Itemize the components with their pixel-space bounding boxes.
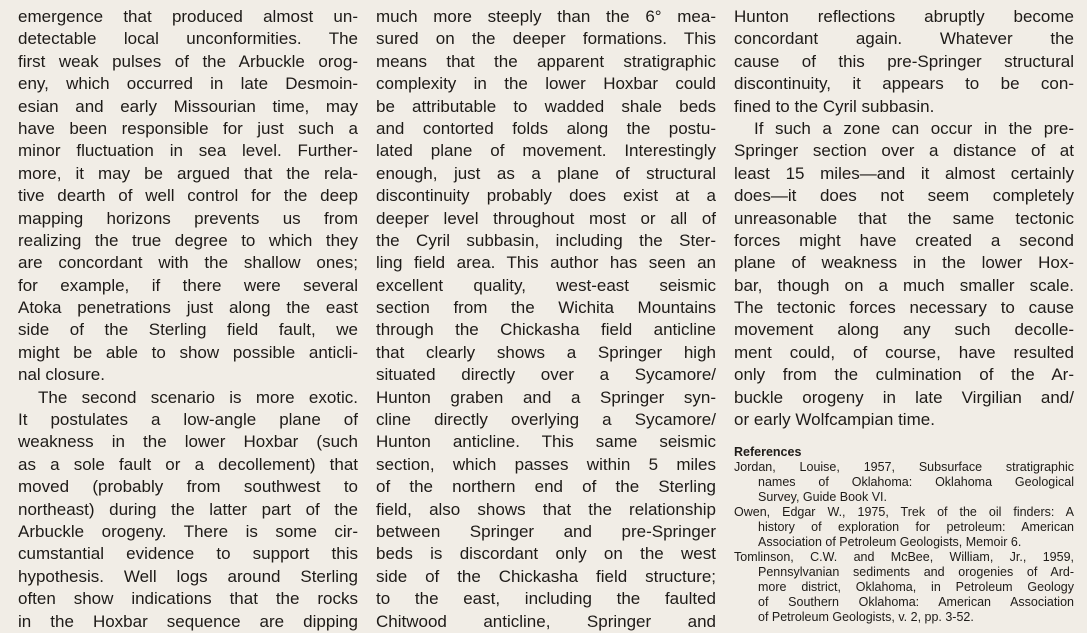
text-line: cumstantial evidence to support this <box>18 544 358 564</box>
reference-line: Survey, Guide Book VI. <box>758 490 887 505</box>
text-line: only from the culmination of the Ar- <box>734 365 1074 385</box>
text-line: Atoka penetrations just along the east <box>18 298 358 318</box>
text-line: lated plane of movement. Interestingly <box>376 141 716 161</box>
text-line: be attributable to wadded shale beds <box>376 96 716 116</box>
text-line: or early Wolfcampian time. <box>734 410 935 430</box>
text-line: If such a zone can occur in the pre- <box>754 118 1074 138</box>
reference-item <box>734 460 1074 505</box>
text-line: that clearly shows a Springer high <box>376 342 716 362</box>
text-line: enough, just as a plane of structural <box>376 163 716 183</box>
reference-item <box>734 550 1074 625</box>
text-line: ling field area. This author has seen an <box>376 253 716 273</box>
text-line: Springer section over a distance of at <box>734 141 1074 161</box>
text-line: discontinuity probably does exist at a <box>376 186 716 206</box>
text-line: detectable local unconformities. The <box>18 29 358 49</box>
text-line: movement along any such decolle- <box>734 320 1074 340</box>
text-column-1 <box>18 6 358 631</box>
text-line: and contorted folds along the postu- <box>376 118 716 138</box>
reference-line: Association of Petroleum Geologists, Memoir 6. <box>758 535 1022 550</box>
text-line: mapping horizons prevents us from <box>18 208 358 228</box>
text-line: side of the Sterling field fault, we <box>18 320 358 340</box>
text-line: eny, which occurred in late Desmoin- <box>18 74 358 94</box>
text-column-3 <box>734 6 1074 625</box>
text-line: unreasonable that the same tectonic <box>734 208 1074 228</box>
text-line: weakness in the lower Hoxbar (such <box>18 432 358 452</box>
reference-line: of Petroleum Geologists, v. 2, pp. 3-52. <box>758 610 974 625</box>
reference-line: Pennsylvanian sediments and orogenies of Ard- <box>758 565 1074 580</box>
text-line: are concordant with the shallow ones; <box>18 253 358 273</box>
text-line: much more steeply than the 6° mea- <box>376 7 716 26</box>
text-line: hypothesis. Well logs around Sterling <box>18 566 358 586</box>
text-line: ment could, of course, have resulted <box>734 342 1074 362</box>
text-line: bar, though on a much smaller scale. <box>734 275 1074 295</box>
text-line: beds is discordant only on the west <box>376 544 716 564</box>
text-line: for example, if there were several <box>18 275 358 295</box>
text-line: of the northern end of the Sterling <box>376 477 716 497</box>
reference-line: more district, Oklahoma, in Petroleum Geology <box>758 580 1074 595</box>
text-line: more, it may be argued that the rela- <box>18 163 358 183</box>
text-line: discontinuity, it appears to be con- <box>734 74 1074 94</box>
text-line: section, which passes within 5 miles <box>376 454 716 474</box>
text-line: The tectonic forces necessary to cause <box>734 298 1074 318</box>
text-line: side of the Chickasha field structure; <box>376 566 716 586</box>
text-line: might be able to show possible anticli- <box>18 342 358 362</box>
text-line: cause of this pre-Springer structural <box>734 51 1074 71</box>
text-line: tive dearth of well control for the deep <box>18 186 358 206</box>
text-line: It postulates a low-angle plane of <box>18 410 358 430</box>
reference-line: names of Oklahoma: Oklahoma Geological <box>758 475 1074 490</box>
text-line: forces might have created a second <box>734 230 1074 250</box>
text-line: does—it does not seem completely <box>734 186 1074 206</box>
text-line: situated directly over a Sycamore/ <box>376 365 716 385</box>
reference-line: Jordan, Louise, 1957, Subsurface stratigraphic <box>734 460 1074 475</box>
text-line: the Cyril subbasin, including the Ster- <box>376 230 716 250</box>
text-line: realizing the true degree to which they <box>18 230 358 250</box>
text-line: deeper level throughout most or all of <box>376 208 716 228</box>
text-line: complexity in the lower Hoxbar could <box>376 74 716 94</box>
text-line: emergence that produced almost un- <box>18 7 358 26</box>
text-line: Arbuckle orogeny. There is some cir- <box>18 521 358 541</box>
text-line: as a sole fault or a decollement) that <box>18 454 358 474</box>
text-line: cline directly overlying a Sycamore/ <box>376 410 716 430</box>
text-line: fined to the Cyril subbasin. <box>734 96 935 116</box>
reference-item <box>734 505 1074 550</box>
text-line: sured on the deeper formations. This <box>376 29 716 49</box>
text-line: minor fluctuation in sea level. Further- <box>18 141 358 161</box>
text-line: have been responsible for just such a <box>18 118 358 138</box>
text-line: northeast) during the latter part of the <box>18 499 358 519</box>
text-line: means that the apparent stratigraphic <box>376 51 716 71</box>
text-line: excellent quality, west-east seismic <box>376 275 716 295</box>
text-line: plane of weakness in the lower Hox- <box>734 253 1074 273</box>
reference-line: Owen, Edgar W., 1975, Trek of the oil finders: A <box>734 505 1074 520</box>
references-heading: References <box>734 445 802 460</box>
text-line: field, also shows that the relationship <box>376 499 716 519</box>
text-line: nal closure. <box>18 365 105 385</box>
text-line: Hunton reflections abruptly become <box>734 7 1074 26</box>
text-line: first weak pulses of the Arbuckle orog- <box>18 51 358 71</box>
text-line: section from the Wichita Mountains <box>376 298 716 318</box>
text-line: least 15 miles—and it almost certainly <box>734 163 1074 183</box>
text-line: Hunton anticline. This same seismic <box>376 432 716 452</box>
text-line: The second scenario is more exotic. <box>38 387 358 407</box>
text-line: through the Chickasha field anticline <box>376 320 716 340</box>
text-line: to the east, including the faulted <box>376 589 716 609</box>
text-line: between Springer and pre-Springer <box>376 521 716 541</box>
text-line: esian and early Missourian time, may <box>18 96 358 116</box>
text-column-2 <box>376 6 716 631</box>
text-line: Chitwood anticline, Springer and <box>376 611 716 631</box>
text-line: often show indications that the rocks <box>18 589 358 609</box>
reference-line: history of exploration for petroleum: American <box>758 520 1074 535</box>
reference-line: of Southern Oklahoma: American Association <box>758 595 1074 610</box>
text-line: concordant again. Whatever the <box>734 29 1074 49</box>
reference-line: Tomlinson, C.W. and McBee, William, Jr., 1959, <box>734 550 1074 565</box>
text-line: in the Hoxbar sequence are dipping <box>18 611 358 631</box>
text-line: moved (probably from southwest to <box>18 477 358 497</box>
text-line: Hunton graben and a Springer syn- <box>376 387 716 407</box>
text-line: buckle orogeny in late Virgilian and/ <box>734 387 1074 407</box>
